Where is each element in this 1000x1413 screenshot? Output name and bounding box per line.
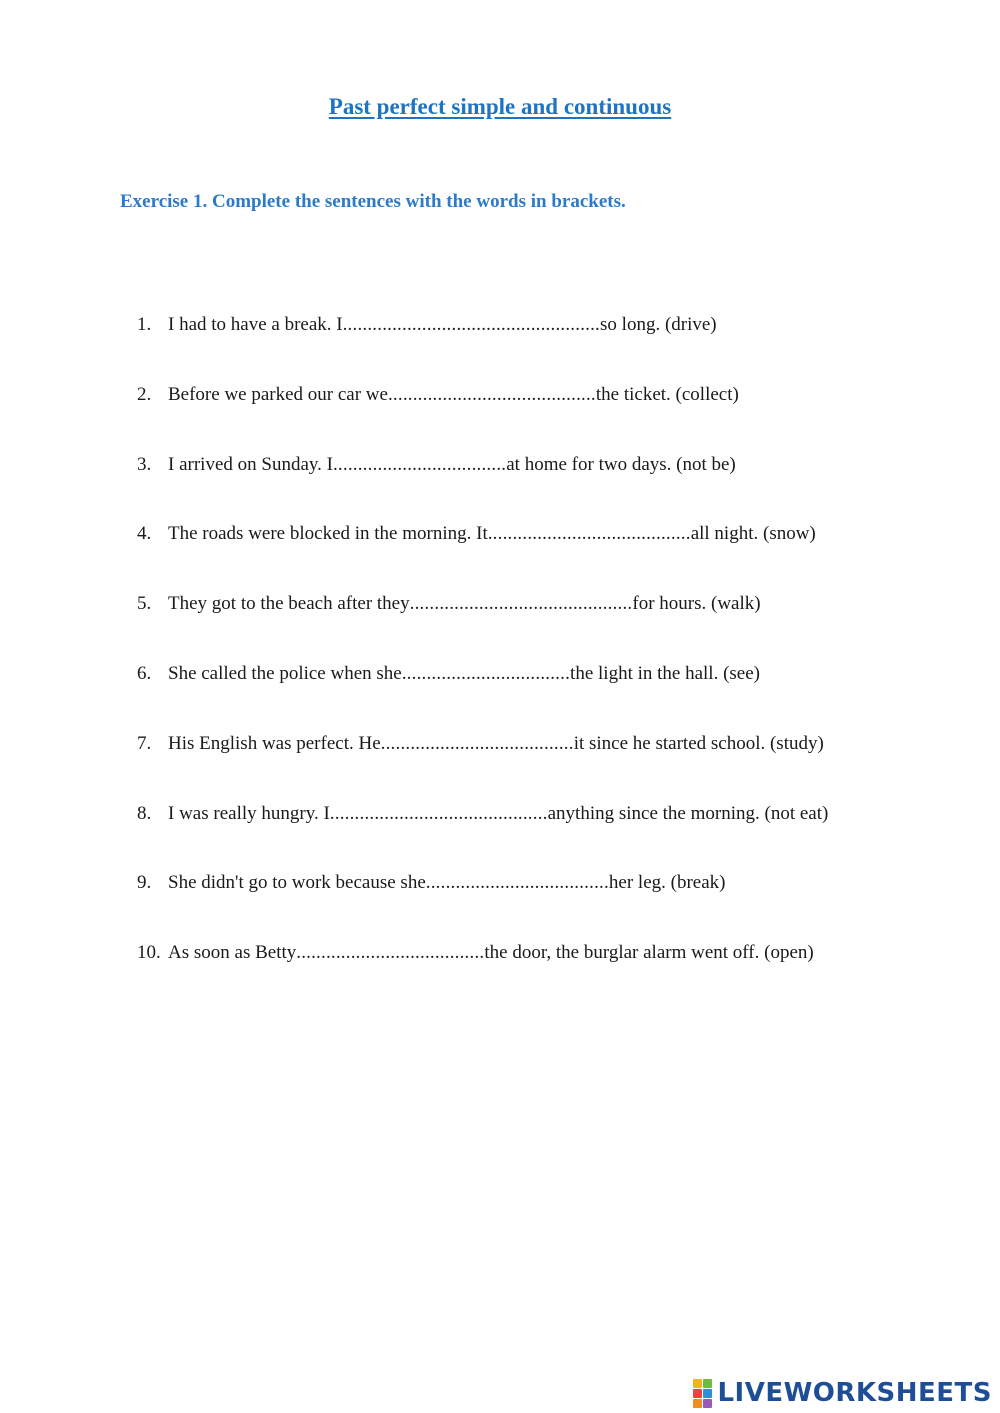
question-text-before: I was really hungry. I xyxy=(168,802,330,824)
liveworksheets-logo-icon xyxy=(693,1379,712,1408)
question-text-before: She called the police when she xyxy=(168,662,402,684)
question-number: 1. xyxy=(137,314,152,335)
answer-blank[interactable]: ...................................... xyxy=(296,942,485,964)
question-text-before: They got to the beach after they xyxy=(168,593,410,615)
question-number: 2. xyxy=(137,383,152,405)
question-text-before: As soon as Betty xyxy=(168,942,297,964)
question-item xyxy=(137,801,917,871)
question-text-before: I arrived on Sunday. I xyxy=(168,453,333,475)
exercise-instruction: Exercise 1. Complete the sentences with the words in brackets. xyxy=(120,191,626,212)
question-number: 6. xyxy=(137,662,152,684)
question-item xyxy=(137,870,917,940)
question-text-before: I had to have a break. I xyxy=(168,314,343,335)
logo-tile xyxy=(693,1389,702,1398)
question-item xyxy=(137,731,917,801)
question-item xyxy=(137,591,917,661)
logo-tile xyxy=(703,1389,712,1398)
question-text-after: so long. (drive) xyxy=(600,314,717,335)
question-number: 4. xyxy=(137,523,152,545)
question-text-after: anything since the morning. (not eat) xyxy=(547,802,829,824)
question-text-after: the light in the hall. (see) xyxy=(570,662,760,684)
question-text-after: it since he started school. (study) xyxy=(573,732,824,754)
question-item xyxy=(137,312,917,382)
question-text-after: the door, the burglar alarm went off. (open) xyxy=(484,942,814,964)
answer-blank[interactable]: ................................... xyxy=(332,453,507,475)
question-item xyxy=(137,661,917,731)
question-text-before: His English was perfect. He xyxy=(168,732,381,754)
question-text-after: all night. (snow) xyxy=(690,523,816,545)
question-text-before: The roads were blocked in the morning. It xyxy=(168,523,488,545)
question-number: 8. xyxy=(137,802,152,824)
liveworksheets-brand xyxy=(693,1379,992,1407)
question-text-before: Before we parked our car we xyxy=(168,383,388,405)
answer-blank[interactable]: ............................................. xyxy=(409,593,633,615)
logo-tile xyxy=(693,1399,702,1408)
question-text-after: the ticket. (collect) xyxy=(595,383,739,405)
question-number: 3. xyxy=(137,453,152,475)
question-text-before: She didn't go to work because she xyxy=(168,872,426,894)
logo-tile xyxy=(703,1399,712,1408)
question-number: 5. xyxy=(137,593,152,615)
logo-tile xyxy=(693,1379,702,1388)
question-text-after: her leg. (break) xyxy=(608,872,726,894)
answer-blank[interactable]: ..................................... xyxy=(425,872,609,894)
logo-tile xyxy=(703,1379,712,1388)
answer-blank[interactable]: .................................................... xyxy=(342,314,601,335)
answer-blank[interactable]: .......................................... xyxy=(387,383,596,405)
question-number: 7. xyxy=(137,732,152,754)
question-item xyxy=(137,521,917,591)
question-text-after: for hours. (walk) xyxy=(632,593,761,615)
brand-logo-text: LIVEWORKSHEETS xyxy=(717,1378,992,1408)
answer-blank[interactable]: .................................. xyxy=(401,662,571,684)
question-number: 9. xyxy=(137,872,152,894)
question-item xyxy=(137,940,917,1010)
answer-blank[interactable]: ............................................ xyxy=(329,802,548,824)
page-title: Past perfect simple and continuous xyxy=(328,94,672,119)
question-list xyxy=(137,312,917,1010)
question-number: 10. xyxy=(137,942,161,964)
question-item xyxy=(137,382,917,452)
answer-blank[interactable]: ....................................... xyxy=(380,732,574,754)
question-item xyxy=(137,452,917,522)
answer-blank[interactable]: ......................................... xyxy=(487,523,691,545)
question-text-after: at home for two days. (not be) xyxy=(506,453,736,475)
